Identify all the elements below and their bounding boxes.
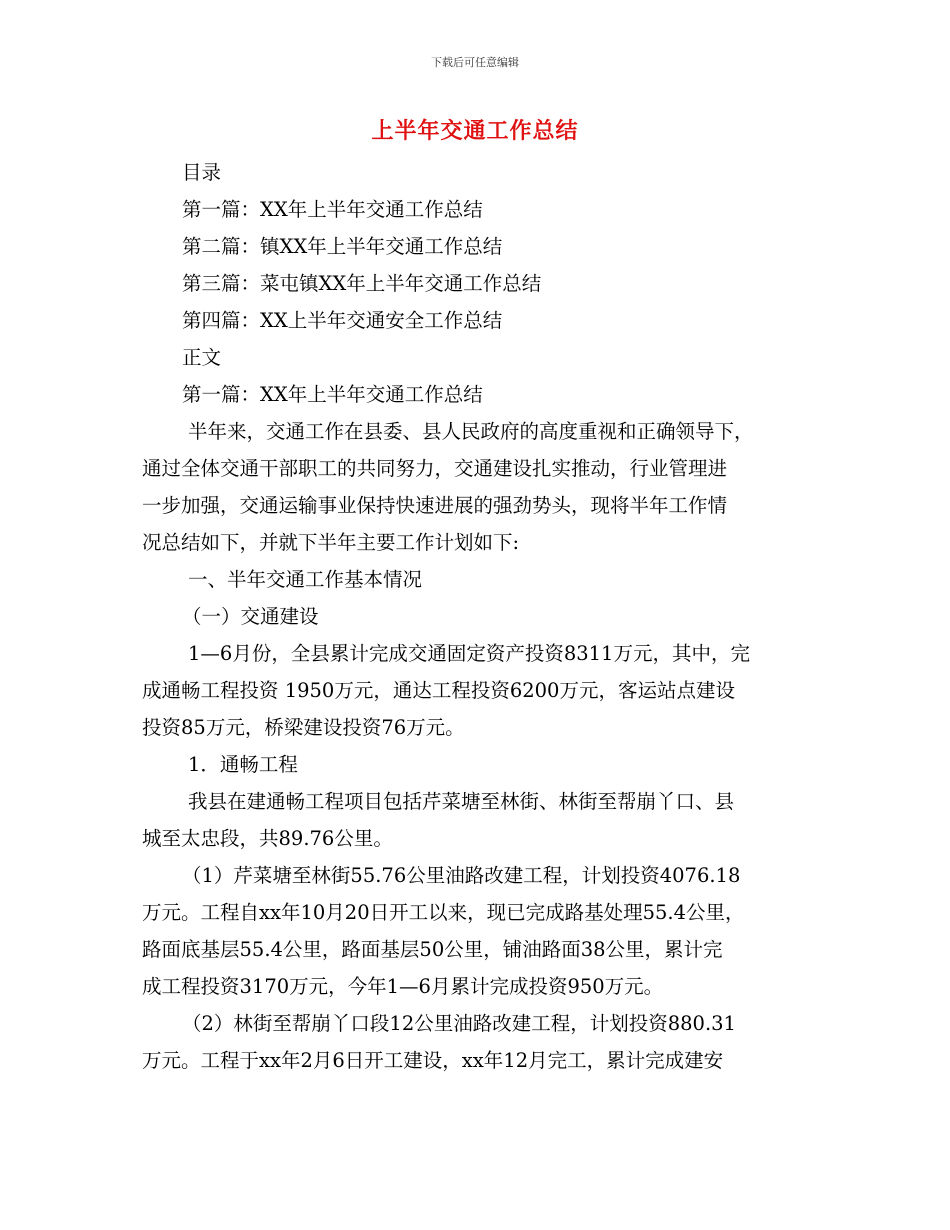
paragraph-line: （1）芹菜塘至林街55.76公里油路改建工程，计划投资4076.18 bbox=[182, 864, 741, 887]
document-body bbox=[142, 154, 812, 1079]
paragraph-line: 路面底基层55.4公里，路面基层50公里，铺油路面38公里，累计完 bbox=[142, 938, 723, 961]
toc-item: 第四篇：XX上半年交通安全工作总结 bbox=[182, 309, 503, 332]
paragraph-line: 投资85万元，桥梁建设投资76万元。 bbox=[142, 716, 465, 739]
body-heading: 正文 bbox=[182, 346, 222, 369]
paragraph-line: 成工程投资3170万元，今年1—6月累计完成投资950万元。 bbox=[142, 975, 664, 998]
toc-item: 第三篇：菜屯镇XX年上半年交通工作总结 bbox=[182, 272, 542, 295]
toc-item: 第一篇：XX年上半年交通工作总结 bbox=[182, 198, 483, 221]
paragraph-line: 城至太忠段，共89.76公里。 bbox=[142, 827, 393, 850]
subsection-heading: （一）交通建设 bbox=[182, 605, 319, 628]
toc-heading: 目录 bbox=[182, 161, 222, 184]
first-article-title: 第一篇：XX年上半年交通工作总结 bbox=[182, 383, 483, 406]
paragraph-line: 1—6月份，全县累计完成交通固定资产投资8311万元，其中，完 bbox=[188, 642, 750, 665]
paragraph-line: 万元。工程于xx年2月6日开工建设，xx年12月完工，累计完成建安 bbox=[142, 1049, 724, 1072]
paragraph-line: 况总结如下，并就下半年主要工作计划如下: bbox=[142, 531, 520, 554]
paragraph-line: 万元。工程自xx年10月20日开工以来，现已完成路基处理55.4公里， bbox=[142, 901, 745, 924]
paragraph-line: 半年来，交通工作在县委、县人民政府的高度重视和正确领导下， bbox=[188, 420, 754, 443]
header-note: 下载后可任意编辑 bbox=[431, 56, 519, 69]
paragraph-line: 一步加强，交通运输事业保持快速进展的强劲势头，现将半年工作情 bbox=[142, 494, 728, 517]
document-title: 上半年交通工作总结 bbox=[371, 119, 579, 144]
paragraph-line: （2）林街至帮崩丫口段12公里油路改建工程，计划投资880.31 bbox=[182, 1012, 736, 1035]
section-heading: 一、半年交通工作基本情况 bbox=[188, 568, 423, 591]
item-heading: 1．通畅工程 bbox=[188, 753, 298, 776]
paragraph-line: 通过全体交通干部职工的共同努力，交通建设扎实推动，行业管理进 bbox=[142, 457, 728, 480]
paragraph-line: 成通畅工程投资 1950万元，通达工程投资6200万元，客运站点建设 bbox=[142, 679, 735, 702]
toc-item: 第二篇：镇XX年上半年交通工作总结 bbox=[182, 235, 503, 258]
paragraph-line: 我县在建通畅工程项目包括芹菜塘至林街、林街至帮崩丫口、县 bbox=[188, 790, 735, 813]
